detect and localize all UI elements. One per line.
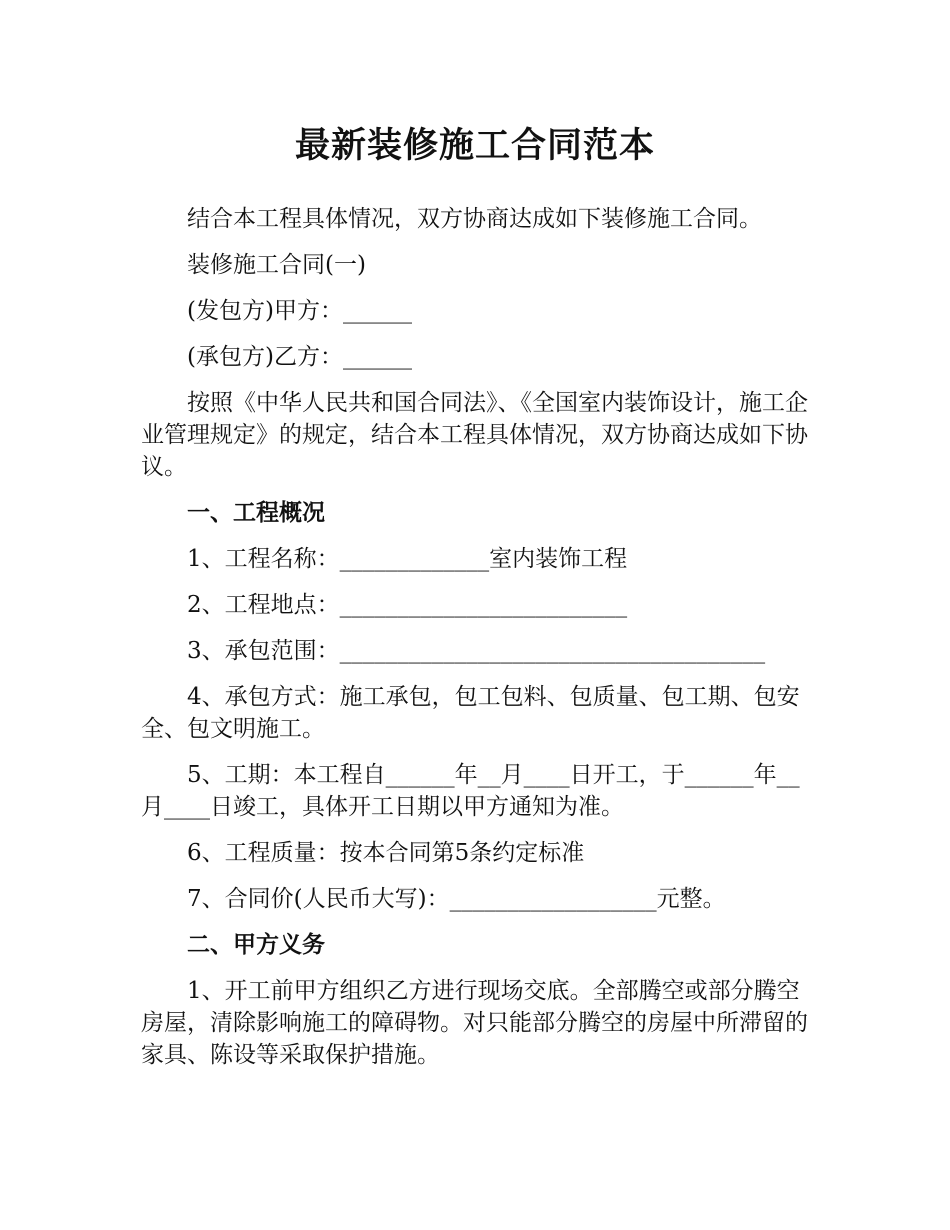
section-heading-party-a-obligations: 二、甲方义务 — [187, 932, 325, 958]
intro-paragraph: 结合本工程具体情况，双方协商达成如下装修施工合同。 — [187, 206, 762, 232]
party-b-line: (承包方)乙方：______ — [187, 344, 412, 370]
construction-period-paragraph: 5、工期：本工程自______年__月____日开工，于______年__月____日竣工，具体开工日期以甲方通知为准。 — [141, 762, 800, 820]
obligation-1-paragraph: 1、开工前甲方组织乙方进行现场交底。全部腾空或部分腾空房屋，清除影响施工的障碍物。对只能部分腾空的房屋中所滞留的家具、陈设等采取保护措施。 — [141, 978, 808, 1068]
contract-subtitle: 装修施工合同(一) — [187, 252, 366, 278]
legal-basis-paragraph: 按照《中华人民共和国合同法》、《全国室内装饰设计，施工企业管理规定》的规定，结合本工程具体情况，双方协商达成如下协议。 — [141, 390, 808, 480]
project-location-line: 2、工程地点：_________________________ — [187, 592, 628, 618]
contract-method-paragraph: 4、承包方式：施工承包，包工包料、包质量、包工期、包安全、包文明施工。 — [141, 684, 800, 742]
section-heading-project-overview: 一、工程概况 — [187, 500, 325, 526]
document-title: 最新装修施工合同范本 — [294, 126, 655, 166]
party-a-line: (发包方)甲方：______ — [187, 298, 412, 324]
project-name-line: 1、工程名称：_____________室内装饰工程 — [187, 546, 628, 572]
document-body — [141, 203, 813, 1085]
quality-line: 6、工程质量：按本合同第5条约定标准 — [187, 840, 585, 866]
contract-price-line: 7、合同价(人民币大写)：__________________元整。 — [187, 886, 726, 912]
contract-scope-line: 3、承包范围：_____________________________________ — [187, 638, 766, 664]
